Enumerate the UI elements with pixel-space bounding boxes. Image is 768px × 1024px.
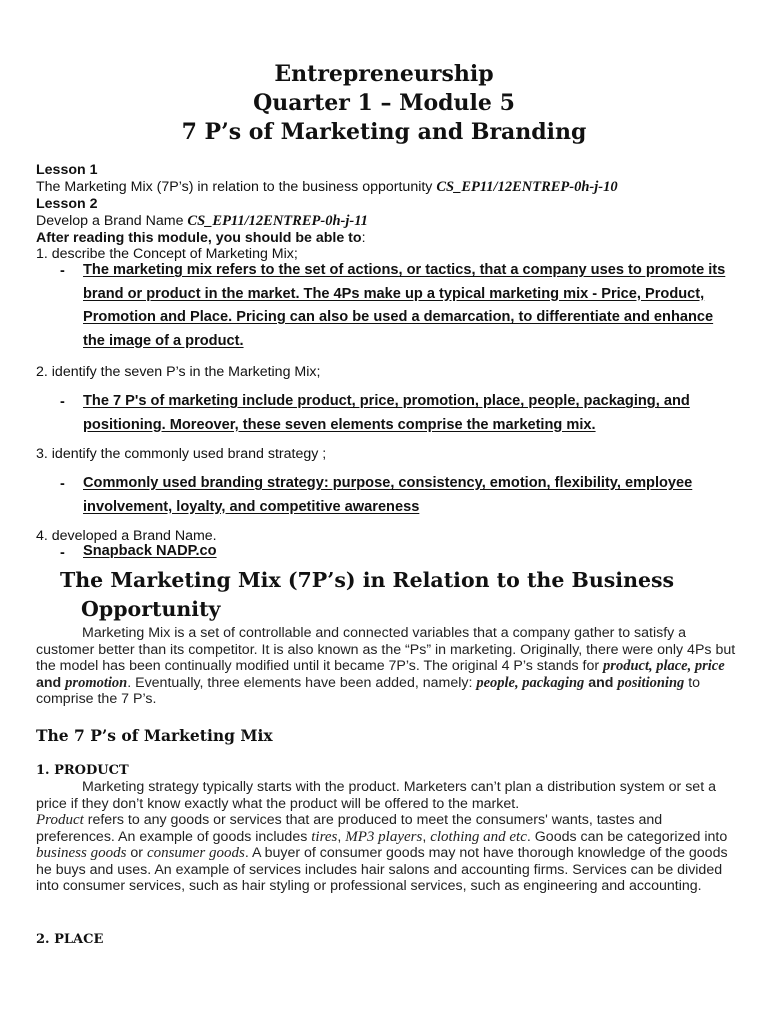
bullet-dash: - bbox=[60, 263, 65, 279]
objective-2: 2. identify the seven P’s in the Marketing Mix; bbox=[36, 364, 321, 380]
emphasis-text: promotion bbox=[65, 674, 128, 691]
objective-3-answer: Commonly used branding strategy: purpose, consistency, emotion, flexibility, employee involvement, loyalty, and competitive awareness bbox=[83, 475, 693, 515]
paragraph-text: to comprise the 7 P’s. bbox=[36, 674, 701, 707]
lesson1-text: The Marketing Mix (7P’s) in relation to the business opportunity bbox=[36, 179, 437, 195]
product-heading: 1. PRODUCT bbox=[36, 763, 129, 778]
emphasis-text: Product bbox=[36, 812, 84, 828]
paragraph-text: Marketing strategy typically starts with the product. Marketers can’t plan a distribution system or set a price if they don’t know exactly what the product will be offered to the market. bbox=[36, 779, 716, 812]
lesson2-line bbox=[36, 213, 368, 230]
emphasis-text: people, packaging bbox=[476, 674, 585, 691]
paragraph-text: and bbox=[584, 674, 618, 691]
objective-4: 4. developed a Brand Name. bbox=[36, 528, 217, 544]
objectives-intro-colon: : bbox=[361, 230, 366, 246]
section-heading bbox=[60, 566, 720, 624]
seven-ps-heading: The 7 P’s of Marketing Mix bbox=[36, 726, 273, 745]
paragraph-text: . Eventually, three elements have been added, namely: bbox=[127, 674, 477, 691]
paragraph-text: and bbox=[36, 674, 66, 691]
lesson1-line bbox=[36, 179, 618, 196]
lesson2-code: CS_EP11/12ENTREP-0h-j-11 bbox=[187, 213, 368, 229]
paragraph-text: , bbox=[337, 828, 346, 845]
example-text: MP3 players bbox=[345, 828, 423, 845]
lesson1-code: CS_EP11/12ENTREP-0h-j-10 bbox=[436, 179, 618, 195]
paragraph-text: . A buyer of consumer goods may not have thorough knowledge of the goods he buys and uses. An example of services includes hair salons and accounting firms. Services can be divided into consumer services, such as hair styling or professional services, such as engineering and accounting. bbox=[36, 845, 728, 894]
marketing-mix-paragraph bbox=[36, 625, 736, 708]
emphasis-text: positioning bbox=[617, 674, 685, 691]
lesson2-text: Develop a Brand Name bbox=[36, 213, 188, 229]
objective-3: 3. identify the commonly used brand strategy ; bbox=[36, 446, 327, 462]
objective-1-answer: The marketing mix refers to the set of actions, or tactics, that a company uses to promote its brand or product in the market. The 4Ps make up a typical marketing mix - Price, Product, Promotion and Place. Pricing can also be used a demarcation, to differentiate and enhance the image of a product. bbox=[83, 262, 726, 349]
section-heading-line2: Opportunity bbox=[81, 597, 221, 621]
paragraph-text: , bbox=[422, 828, 431, 845]
lesson2-label: Lesson 2 bbox=[36, 196, 98, 212]
objectives-intro bbox=[36, 230, 366, 247]
topic-title: 7 P’s of Marketing and Branding bbox=[181, 119, 587, 145]
product-paragraph-2 bbox=[36, 812, 736, 895]
bullet-dash: - bbox=[60, 476, 65, 492]
example-text: business goods bbox=[36, 845, 127, 861]
objective-2-answer: The 7 P's of marketing include product, price, promotion, place, people, packaging, and positioning. Moreover, these seven elements comprise the marketing mix. bbox=[83, 393, 690, 433]
objective-1: 1. describe the Concept of Marketing Mix; bbox=[36, 246, 298, 262]
module-title: Quarter 1 – Module 5 bbox=[253, 90, 515, 116]
paragraph-text: refers to any goods or services that are produced to meet the consumers' wants, tastes and preferences. An example of goods includes bbox=[36, 812, 663, 845]
subject-title: Entrepreneurship bbox=[274, 61, 494, 87]
objectives-intro-text: After reading this module, you should be able to bbox=[36, 230, 362, 246]
example-text: tires bbox=[311, 828, 338, 845]
example-text: clothing and etc bbox=[430, 828, 527, 845]
product-paragraph-1 bbox=[36, 779, 736, 812]
paragraph-text: or bbox=[126, 845, 147, 861]
lesson1-label: Lesson 1 bbox=[36, 162, 98, 178]
bullet-dash: - bbox=[60, 394, 65, 410]
paragraph-text: Marketing Mix is a set of controllable and connected variables that a company gather to satisfy a customer better than its competitor. It is also known as the “Ps” in marketing. Originally, there were only 4Ps but the model has been continually modified until it became 7P’s. The original 4 P’s stands for bbox=[36, 625, 736, 674]
example-text: consumer goods bbox=[146, 845, 245, 861]
emphasis-text: product, place, price bbox=[603, 658, 725, 674]
paragraph-text: . Goods can be categorized into bbox=[526, 828, 728, 845]
place-heading: 2. PLACE bbox=[36, 932, 104, 947]
section-heading-line1: The Marketing Mix (7P’s) in Relation to the Business bbox=[60, 568, 675, 592]
bullet-dash: - bbox=[60, 545, 65, 561]
objective-4-answer: Snapback NADP.co bbox=[83, 543, 217, 559]
